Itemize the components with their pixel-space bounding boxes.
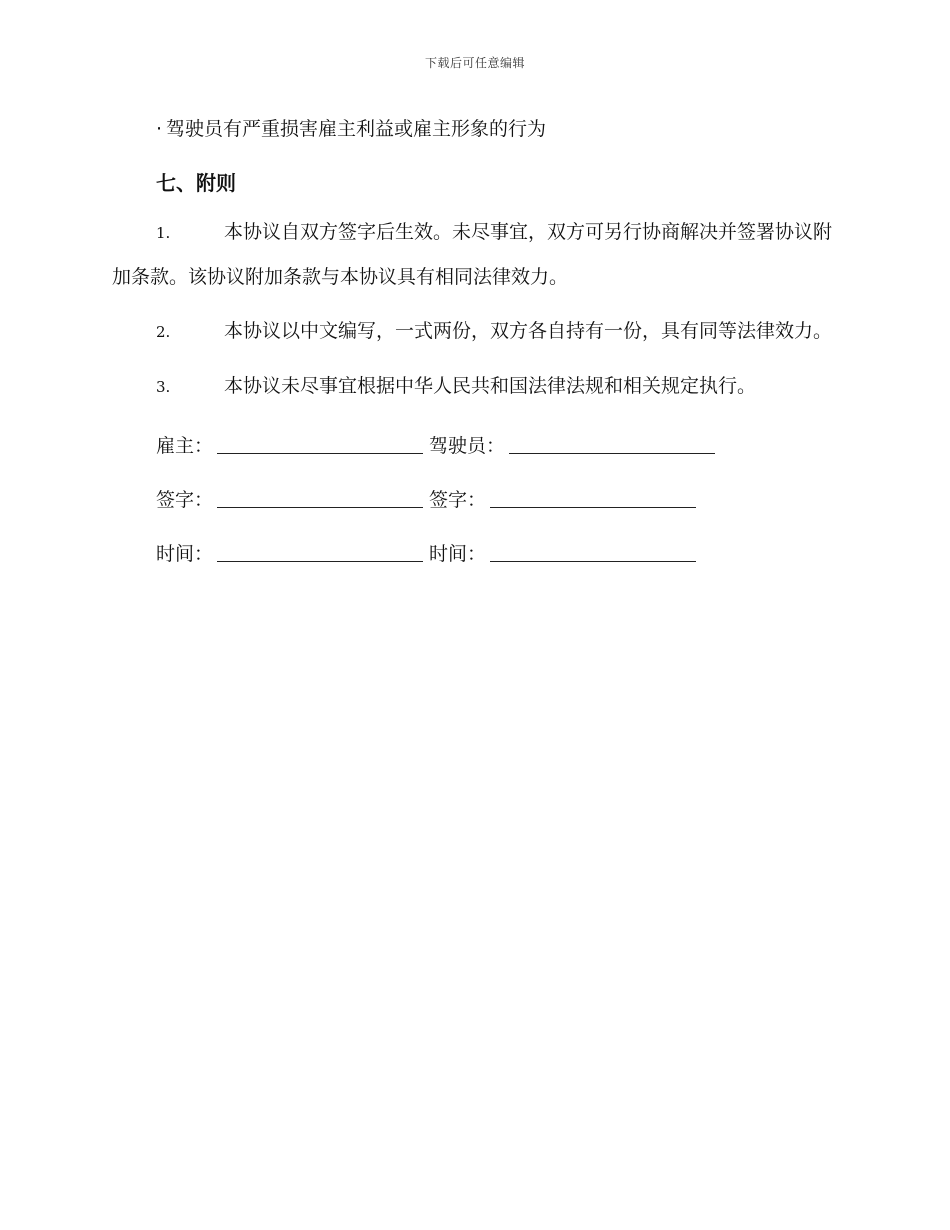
driver-signature-blank[interactable] — [490, 485, 696, 508]
clause-1 — [112, 210, 834, 299]
bullet-dot: · — [156, 118, 163, 140]
employer-label: 雇主： — [156, 435, 214, 457]
clause-number: 1. — [156, 224, 171, 242]
signature-row-sign — [156, 483, 834, 517]
driver-date-label: 时间： — [429, 543, 487, 565]
clause-2 — [112, 309, 834, 354]
clause-3 — [112, 364, 834, 409]
section-heading: 七、附则 — [156, 171, 236, 195]
bullet-text: 驾驶员有严重损害雇主利益或雇主形象的行为 — [166, 118, 547, 140]
employer-date-label: 时间： — [156, 543, 214, 565]
driver-date-blank[interactable] — [490, 539, 696, 562]
clause-number: 2. — [156, 323, 171, 341]
header-note: 下载后可任意编辑 — [424, 56, 525, 70]
employer-date-blank[interactable] — [217, 539, 423, 562]
signature-row-party — [156, 429, 834, 463]
clause-text: 本协议未尽事宜根据中华人民共和国法律法规和相关规定执行。 — [224, 375, 757, 397]
document-body — [112, 112, 834, 571]
employer-signature-label: 签字： — [156, 489, 214, 511]
driver-label: 驾驶员： — [429, 435, 506, 457]
driver-blank[interactable] — [509, 431, 715, 454]
driver-signature-label: 签字： — [429, 489, 487, 511]
employer-blank[interactable] — [217, 431, 423, 454]
clause-number: 3. — [156, 378, 171, 396]
clause-text: 本协议以中文编写，一式两份，双方各自持有一份，具有同等法律效力。 — [224, 320, 833, 342]
signature-row-date — [156, 537, 834, 571]
clause-text: 本协议自双方签字后生效。未尽事宜，双方可另行协商解决并签署协议附加条款。该协议附加条款与本协议具有相同法律效力。 — [112, 221, 833, 288]
employer-signature-blank[interactable] — [217, 485, 423, 508]
bullet-item — [156, 112, 834, 146]
